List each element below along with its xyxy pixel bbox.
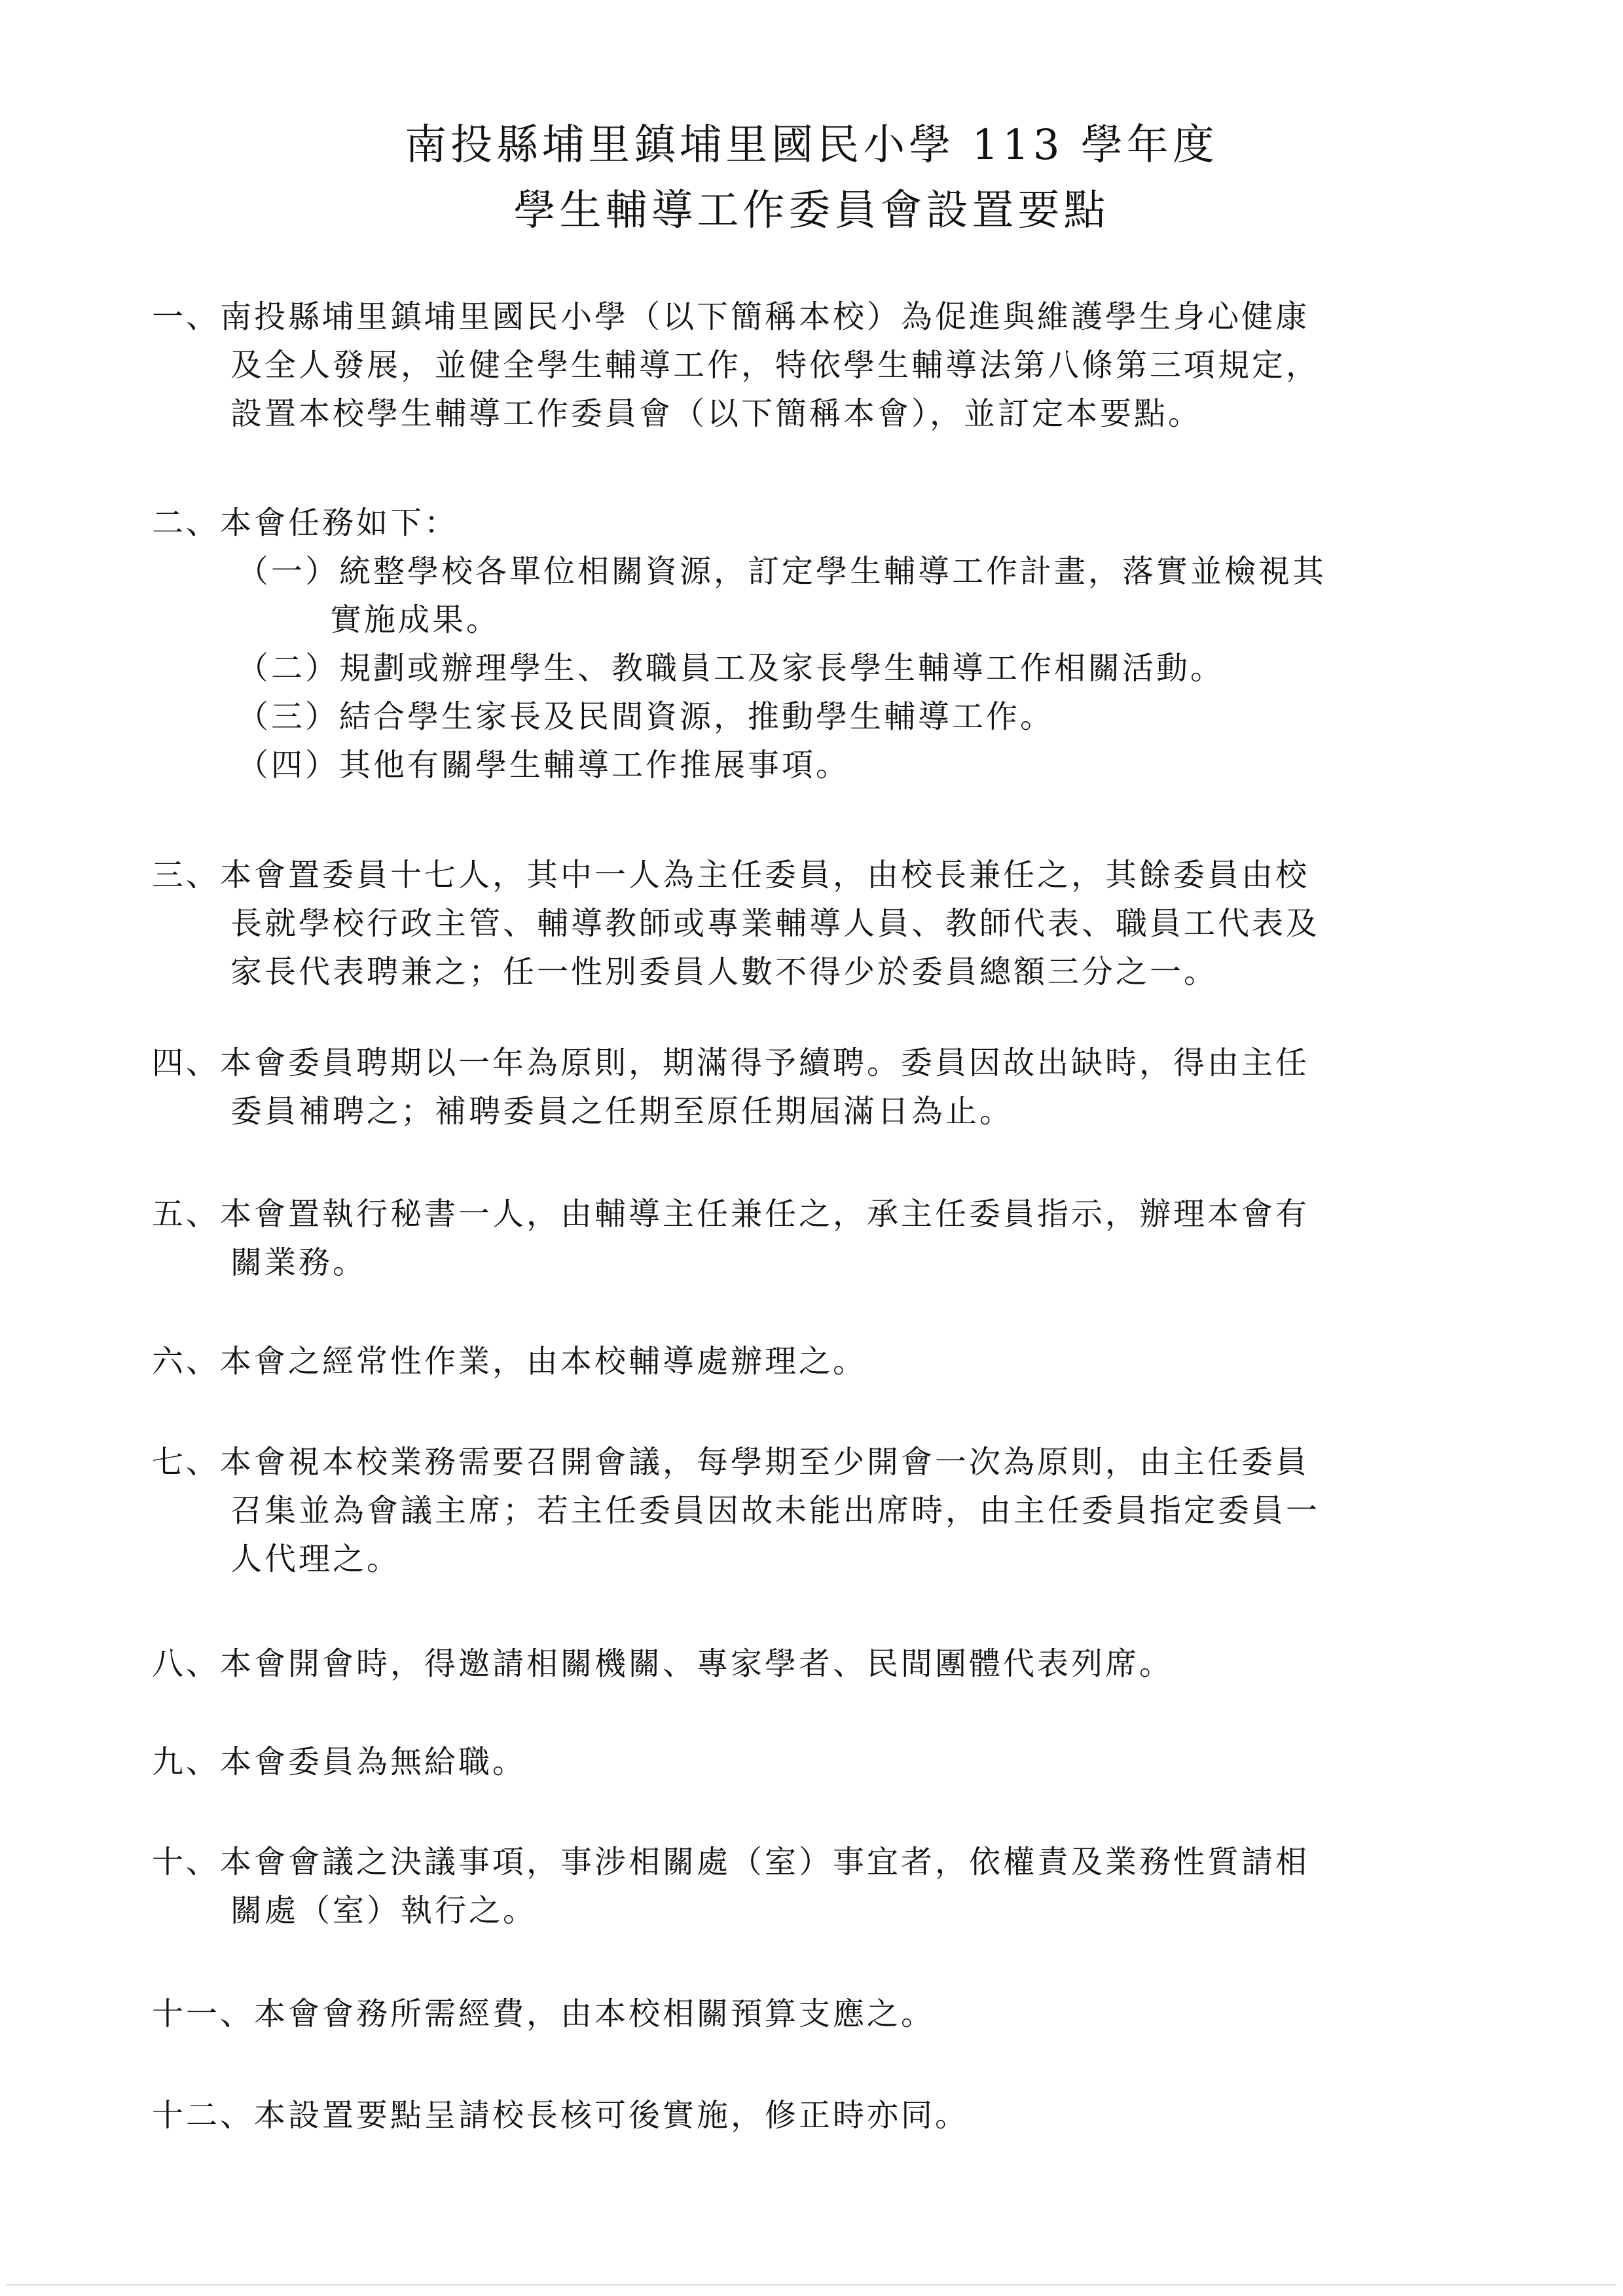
article-9-line-1: 九、本會委員為無給職。 [152,1744,527,1780]
article-6-line-1: 六、本會之經常性作業，由本校輔導處辦理之。 [152,1343,867,1380]
article-1 [152,293,1468,438]
article-3-line-2: 長就學校行政主管、輔導教師或專業輔導人員、教師代表、職員工代表及 [230,905,1321,942]
article-2-item-3: （三）結合學生家長及民間資源，推動學生輔導工作。 [237,698,1055,735]
article-11 [152,1990,1468,2038]
article-9 [152,1738,1468,1786]
article-11-line-1: 十一、本會會務所需經費，由本校相關預算支應之。 [152,1996,936,2032]
article-7 [152,1438,1468,1583]
article-2-item-4: （四）其他有關學生輔導工作推展事項。 [237,747,850,783]
article-7-line-1: 七、本會視本校業務需要召開會議，每學期至少開會一次為原則，由主任委員 [152,1444,1310,1480]
page-bottom-rule [7,2284,1616,2286]
article-2-item-2: （二）規劃或辦理學生、教職員工及家長學生輔導工作相關活動。 [237,650,1225,687]
article-10 [152,1838,1468,1935]
article-1-line-1: 一、南投縣埔里鎮埔里國民小學（以下簡稱本校）為促進與維護學生身心健康 [152,298,1310,335]
article-5 [152,1190,1468,1287]
article-7-line-2: 召集並為會議主席；若主任委員因故未能出席時，由主任委員指定委員一 [230,1492,1321,1529]
article-3-line-1: 三、本會置委員十七人，其中一人為主任委員，由校長兼任之，其餘委員由校 [152,857,1310,893]
article-2-item-1-cont: 實施成果。 [330,601,501,638]
article-5-line-1: 五、本會置執行秘書一人，由輔導主任兼任之，承主任委員指示，辦理本會有 [152,1196,1310,1232]
article-7-line-3: 人代理之。 [230,1541,401,1577]
article-1-line-3: 設置本校學生輔導工作委員會（以下簡稱本會），並訂定本要點。 [230,395,1203,432]
document-title-line-2: 學生輔導工作委員會設置要點 [513,187,1110,235]
article-3-line-3: 家長代表聘兼之；任一性別委員人數不得少於委員總額三分之一。 [230,954,1218,990]
article-2-heading: 二、本會任務如下： [152,505,459,541]
article-3 [152,851,1468,996]
article-2 [152,499,1468,789]
article-8 [152,1640,1468,1688]
document-title-line-1: 南投縣埔里鎮埔里國民小學 113 學年度 [405,121,1218,170]
article-8-line-1: 八、本會開會時，得邀請相關機關、專家學者、民間團體代表列席。 [152,1645,1174,1682]
article-1-line-2: 及全人發展，並健全學生輔導工作，特依學生輔導法第八條第三項規定， [230,347,1321,384]
article-4 [152,1039,1468,1136]
article-2-item-1: （一）統整學校各單位相關資源，訂定學生輔導工作計畫，落實並檢視其 [237,553,1327,590]
article-10-line-1: 十、本會會議之決議事項，事涉相關處（室）事宜者，依權責及業務性質請相 [152,1844,1310,1880]
article-12 [152,2091,1468,2140]
article-10-line-2: 關處（室）執行之。 [230,1892,538,1929]
article-4-line-1: 四、本會委員聘期以一年為原則，期滿得予續聘。委員因故出缺時，得由主任 [152,1045,1310,1081]
article-5-line-2: 關業務。 [230,1244,367,1281]
article-6 [152,1337,1468,1386]
article-12-line-1: 十二、本設置要點呈請校長核可後實施，修正時亦同。 [152,2097,970,2134]
article-4-line-2: 委員補聘之；補聘委員之任期至原任期屆滿日為止。 [230,1093,1014,1130]
